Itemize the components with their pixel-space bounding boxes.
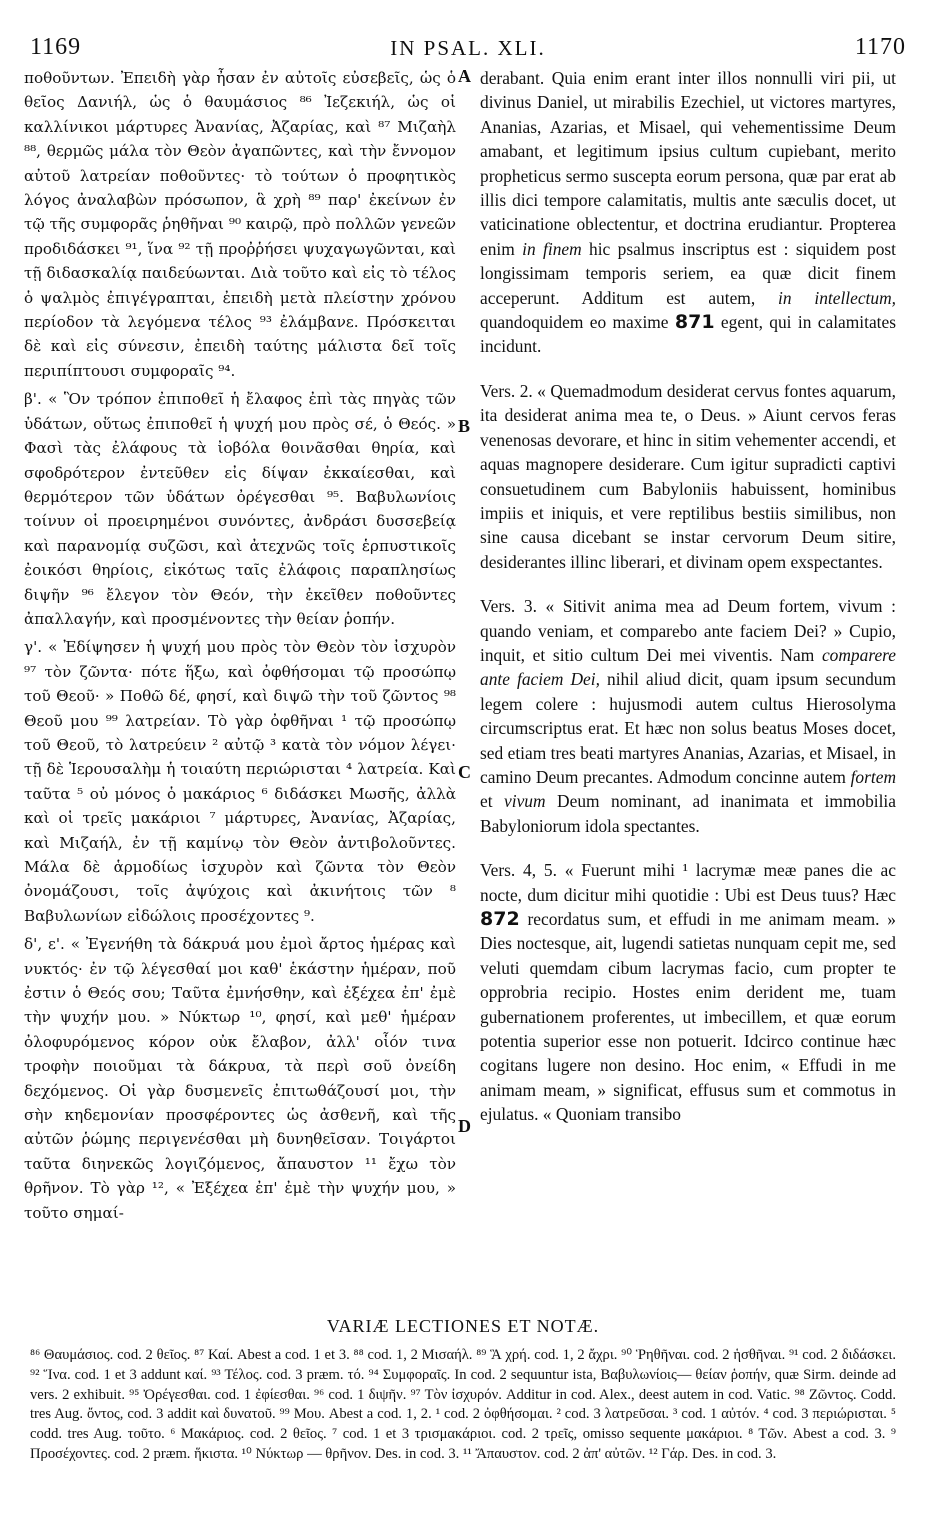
latin-text: Vers. 3. « Sitivit anima mea ad Deum fortem, vivum : quando veniam, et comparebo ante faciem Dei? » Cupio, inquit, et sitio cultum Dei mei viventis. Nam: [480, 596, 896, 665]
running-header: [30, 34, 906, 64]
latin-text: derabant. Quia enim erant inter illos nonnulli viri pii, ut divinus Daniel, ut mirabilis Ezechiel, ut victores martyres, Ananias, Azarias, et Misael, qui vehementissime Deum amabant, et legitimum ipsius cultum cupiebant, merito propheticus sermo suscepta eorum persona, quæ par erat ab illis dici tempore calamitatis, multis ante sæculis docet, ut vaticinatione oblectentur, et doctrina erudiantur. Propterea enim: [480, 68, 896, 259]
latin-paragraph: [480, 858, 896, 1126]
latin-text: Vers. 4, 5. « Fuerunt mihi ¹ lacrymæ meæ panes die ac nocte, dum dicitur mihi quotidie : Ubi est Deus tuus? Hæc: [480, 860, 896, 905]
latin-text: egent, qui in calamitates incidunt.: [480, 312, 896, 357]
latin-column: [480, 66, 896, 1131]
latin-italic: vivum: [504, 791, 546, 812]
latin-italic: fortem: [850, 766, 896, 787]
margin-letter-d: D: [458, 1116, 471, 1136]
greek-paragraph: γ'. « Ἐδίψησεν ἡ ψυχή μου πρὸς τὸν Θεὸν τὸν ἰσχυρὸν ⁹⁷ τὸν ζῶντα· πότε ἥξω, καὶ ὀφθήσομαι τῷ προσώπῳ τοῦ Θεοῦ· » Ποθῶ δέ, φησί, καὶ διψῶ τὴν τοῦ ζῶντος ⁹⁸ Θεοῦ μου ⁹⁹ λατρείαν. Τὸ γὰρ ὀφθῆναι ¹ τῷ προσώπῳ τοῦ Θεοῦ, τὸ λατρεύειν ² αὐτῷ ³ κατὰ τὸν νόμον λέγει· τῇ δὲ Ἱερουσαλὴμ ἡ τοιαύτη περιώρισται ⁴ λατρεία. Καὶ ταῦτα ⁵ οὐ μόνος ὁ μακάριος ⁶ διδάσκει Μωσῆς, ἀλλὰ καὶ οἱ τρεῖς μακάριοι ⁷ μάρτυρες, Ἀνανίας, Ἀζαρίας, καὶ Μιζαήλ, ἐν τῇ καμίνῳ τὸν Θεὸν ἀντιβολοῦντες. Μάλα δὲ ἁρμοδίως ἰσχυρὸν καὶ ζῶντα τὸν Θεὸν ὀνομάζουσι, τοῖς ἀψύχοις καὶ ἀκινήτοις τῶν ⁸ Βαβυλωνίων εἰδώλοις προσέχοντες ⁹.: [24, 638, 456, 925]
greek-paragraph: β'. « Ὃν τρόπον ἐπιποθεῖ ἡ ἔλαφος ἐπὶ τὰς πηγὰς τῶν ὑδάτων, οὕτως ἐπιποθεῖ ἡ ψυχή μου πρὸς σέ, ὁ Θεός. » Φασὶ τὰς ἐλάφους τὰ ἰοβόλα θοινᾶσθαι θηρία, καὶ σφοδρότερον ἐντεῦθεν εἰς δίψαν ἐκκαίεσθαι, καὶ θερμότερον τῶν ὑδάτων ὀρέγεσθαι ⁹⁵. Βαβυλωνίοις τοίνυν οἱ προειρημένοι συνόντες, ἀνδράσι δυσσεβείᾳ καὶ παρανομίᾳ συζῶσι, καὶ ἀτεχνῶς τοῖς ἑρπυστικοῖς ἐοικόσι θηρίοις, εἰκότως ταῖς ἐλάφοις παραπλησίως διψῆν ⁹⁶ ἔλεγον τὸν Θεόν, τὴν ἐκεῖθεν ποθοῦντες ἀπαλλαγήν, καὶ προσμένοντες τὴν θείαν ῥοπήν.: [24, 390, 456, 628]
margin-letter-b: B: [458, 416, 471, 436]
greek-paragraph: ποθοῦντων. Ἐπειδὴ γὰρ ἦσαν ἐν αὐτοῖς εὐσεβεῖς, ὡς ὁ θεῖος Δανιήλ, ὡς ὁ θαυμάσιος ⁸⁶ Ἰεζεκιήλ, ὡς οἱ καλλίνικοι μάρτυρες Ἀνανίας, Ἀζαρίας, καὶ ⁸⁷ Μιζαὴλ ⁸⁸, θερμῶς μάλα τὸν Θεὸν ἀγαπῶντες, καὶ τὴν ἔννομον αὐτοῦ λατρείαν ποθοῦντες· τὸ τούτων ὁ προφητικὸς λόγος ἀναλαβὼν πρόσωπον, ἃ χρὴ ⁸⁹ παρ' ἐκείνων ἐν τῷ τῆς συμφορᾶς ῥηθῆναι ⁹⁰ καιρῷ, πρὸ πολλῶν γενεῶν προδιδάσκει ⁹¹, ἵνα ⁹² τῇ προῤῥήσει ψυχαγωγῶνται, καὶ τῇ διδασκαλίᾳ παιδεύωνται. Διὰ τοῦτο καὶ εἰς τὸ τέλος ὁ ψαλμὸς ἐπιγέγραπται, ἐπειδὴ μετὰ πλείστην χρόνου περίοδον τὰ λεγόμενα τέλος ⁹³ ἐλάμβανε. Πρόσκειται δὲ καὶ εἰς σύνεσιν, ἐπειδὴ ταύτης μάλιστα δεῖ τοῖς περιπίπτουσι συμφοραῖς ⁹⁴.: [24, 69, 456, 380]
latin-paragraph: Vers. 2. « Quemadmodum desiderat cervus fontes aquarum, ita desiderat anima mea te, o Deus. » Aiunt cervos feras venenosas devorare, et hinc in sitim vehementer accendi, et aquas magnopere desiderare. Cum igitur supradicti captivi consuetudinem cum Babyloniis habuissent, hominibus impiis et iniquis, et vere reptilibus bestiis similibus, non sine causa dicebant se instar cervorum Deum sitire, desiderantes illinc liberari, et divinam opem exspectantes.: [480, 380, 896, 572]
latin-italic: in finem: [522, 238, 582, 259]
latin-italic: comparere ante faciem Dei,: [480, 644, 896, 690]
migne-column-number: 872: [480, 908, 520, 930]
greek-column: [24, 66, 456, 1229]
latin-text: recordatus sum, et effudi in me animam meam. » Dies noctesque, ait, lugendi satietas nunquam cepit me, sed veluti quemdam cibum lacrymas facio, cum propter te opprobria recipio. Hostes enim derident me, tuam gubernationem proferentes, ut imbecillem, et quæ eorum potentia superior esse non potuerit. Idcirco continue hæc cogitans lugere non desino. Hoc enim, « Effudi in me animam meam, » significat, effusus sum et commotus in ejulatus. « Quoniam transibo: [480, 909, 896, 1125]
margin-letter-c: C: [458, 762, 471, 782]
left-page-number: 1169: [30, 34, 82, 60]
latin-text: nihil aliud dicit, quam ipsum secundum legem colere : hujusmodi autem cultus Hierosolyma circumscriptus erat. Et hæc non solus beatus Moses docet, sed etiam tres beati martyres Ananias, Azarias, et Misael, in camino Deum precantes. Admodum concinne autem: [480, 669, 896, 787]
latin-paragraph: [480, 594, 896, 838]
migne-column-number: 871: [674, 311, 715, 334]
latin-italic: in intellectum,: [778, 287, 896, 308]
running-title: IN PSAL. XLI.: [390, 36, 546, 60]
latin-paragraph: [480, 66, 896, 359]
greek-paragraph: δ', ε'. « Ἐγενήθη τὰ δάκρυά μου ἐμοὶ ἄρτος ἡμέρας καὶ νυκτός· ἐν τῷ λέγεσθαί μοι καθ' ἑκάστην ἡμέραν, ποῦ ἐστιν ὁ Θεός σου; Ταῦτα ἐμνήσθην, καὶ ἐξέχεα ἐπ' ἐμὲ τὴν ψυχήν μου. » Νύκτωρ ¹⁰, φησί, καὶ μεθ' ἡμέραν ὀλοφυρόμενος κόρον οὐκ ἔλαβον, ἀλλ' οἷόν τινα τροφὴν ποιοῦμαι τὰ δάκρυα, τὰ περὶ σοῦ ὀνείδη δεχόμενος. Οἱ γὰρ δυσμενεῖς ἐπιτωθάζουσί μοι, τὴν σὴν κηδεμονίαν προσφέροντες ὡς ἀσθενῆ, καὶ τῆς αὐτῶν ῥώμης περιγενέσθαι μὴ δυνηθεῖσαν. Τοιγάρτοι ταῦτα διηνεκῶς λογιζόμενος, ἄπαυστον ¹¹ ἔχω τὸν θρῆνον. Τὸ γὰρ ¹², « Ἐξέχεα ἐπ' ἐμὲ τὴν ψυχήν μου, » τοῦτο σημαί-: [24, 935, 456, 1222]
margin-letter-a: A: [458, 66, 471, 86]
latin-text: hic psalmus inscriptus est : siquidem post longissimam temporis seriem, ea quæ dicit finem acceperunt. Additum est autem,: [480, 238, 896, 308]
latin-text: quandoquidem eo maxime: [480, 312, 675, 333]
notes-text: ⁸⁶ Θαυμάσιος. cod. 2 θεῖος. ⁸⁷ Καί. Abest a cod. 1 et 3. ⁸⁸ cod. 1, 2 Μισαήλ. ⁸⁹ Ἃ χρή. cod. 1, 2 ἄχρι. ⁹⁰ Ῥηθῆναι. cod. 2 ἡσθῆναι. ⁹¹ cod. 2 διδάσκει. ⁹² Ἵνα. cod. 1 et 3 addunt καί. ⁹³ Τέλος. cod. 3 præm. τό. ⁹⁴ Συμφοραῖς. In cod. 2 sequuntur ista, Βαβυλωνίοις— θείαν ῥοπήν, quæ Sirm. deinde ad vers. 2 exhibuit. ⁹⁵ Ὀρέγεσθαι. cod. 1 ἐφίεσθαι. ⁹⁶ cod. 1 διψῆν. ⁹⁷ Τὸν ἰσχυρόν. Additur in cod. Alex., deest autem in cod. Vatic. ⁹⁸ Ζῶντος. Codd. tres Aug. ὄντος, cod. 3 addit καὶ δυνατοῦ. ⁹⁹ Μου. Abest a cod. 1, 2. ¹ cod. 2 ὀφθήσομαι. ² cod. 3 λατρεῦσαι. ³ cod. 1 αὐτόν. ⁴ cod. 3 περιώρισται. ⁵ codd. tres Aug. τοῦτο. ⁶ Μακάριος. cod. 2 θεῖος. ⁷ cod. 1 et 3 τρισμακάριοι. cod. 2 τρεῖς, omisso sequente μακάριοι. ⁸ Τῶν. Abest a cod. 3. ⁹ Προσέχοντες. cod. 2 præm. ἥκιστα. ¹⁰ Νύκτωρ — θρῆνον. Des. in cod. 3. ¹¹ Ἄπαυστον. cod. 2 ἀπ' αὐτῶν. ¹² Γάρ. Des. in cod. 3.: [30, 1347, 896, 1462]
right-page-number: 1170: [854, 34, 906, 60]
latin-text: et: [480, 791, 505, 812]
latin-text: Deum nominant, ad inanimata et immobilia Babyloniorum idola spectantes.: [480, 791, 896, 836]
notes-title: VARIÆ LECTIONES ET NOTÆ.: [326, 1316, 600, 1336]
